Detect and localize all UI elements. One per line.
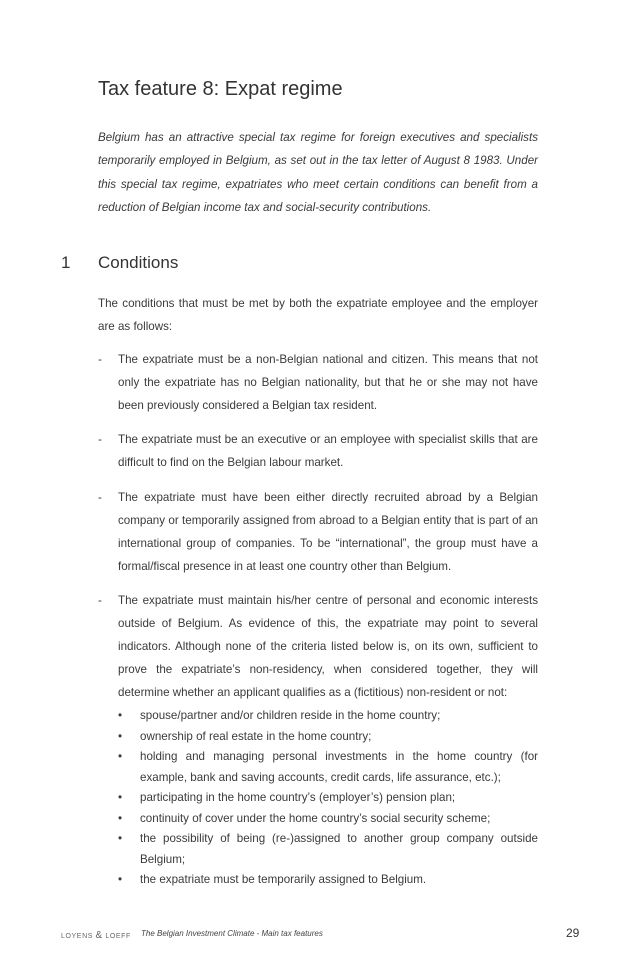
- dash-mark: -: [98, 594, 102, 607]
- list-item: [118, 870, 538, 891]
- condition-text: The expatriate must maintain his/her centre of personal and economic interests outside of Belgium. As evidence of this, the expatriate may point to several indicators. Although none of the criteria listed below is, on its own, sufficient to prove the expatriate’s non-residency, when considered together, they will determine whether an applicant qualifies as a (fictitious) non-resident or not:: [118, 594, 538, 699]
- bullet-mark: •: [118, 791, 123, 804]
- dash-mark: -: [98, 433, 102, 446]
- condition-item: [98, 348, 538, 417]
- list-item: [118, 727, 538, 748]
- conditions-intro: The conditions that must be met by both the expatriate employee and the employer are as follows:: [98, 297, 538, 333]
- indicator-text: the possibility of being (re-)assigned to another group company outside Belgium;: [140, 832, 538, 866]
- bullet-mark: •: [118, 811, 123, 825]
- section-title: Conditions: [98, 253, 179, 272]
- list-item: [118, 788, 538, 809]
- indicator-text: ownership of real estate in the home country;: [140, 729, 372, 743]
- indicator-list: [118, 706, 538, 891]
- condition-item: [98, 486, 538, 578]
- condition-text: The expatriate must have been either directly recruited abroad by a Belgian company or temporarily assigned from abroad to a Belgian entity that is part of an international group of companies. To be “international”, the group must have a formal/fiscal presence in at least one country other than Belgium.: [118, 491, 538, 573]
- logo-amp: &: [95, 930, 103, 941]
- page-number: 29: [566, 926, 580, 940]
- condition-item: [98, 589, 538, 704]
- indicator-text: the expatriate must be temporarily assigned to Belgium.: [140, 873, 427, 886]
- bullet-mark: •: [118, 873, 123, 886]
- bullet-mark: •: [118, 709, 123, 722]
- bullet-mark: •: [118, 750, 123, 763]
- indicator-text: holding and managing personal investments in the home country (for example, bank and saving accounts, credit cards, life assurance, etc.);: [140, 750, 538, 784]
- dash-mark: -: [98, 353, 102, 366]
- intro-paragraph: Belgium has an attractive special tax regime for foreign executives and specialists temporarily employed in Belgium, as set out in the tax letter of August 8 1983. Under this special tax regime, expatriates who meet certain conditions can benefit from a reduction of Belgian income tax and social-security contributions.: [98, 131, 538, 214]
- logo-left: LOYENS: [61, 933, 93, 940]
- footer-title: The Belgian Investment Climate - Main tax features: [141, 929, 323, 938]
- indicator-text: participating in the home country’s (employer’s) pension plan;: [140, 791, 456, 804]
- logo-right: LOEFF: [105, 933, 131, 940]
- list-item: [118, 706, 538, 727]
- indicator-text: spouse/partner and/or children reside in the home country;: [140, 709, 441, 722]
- indicator-text: continuity of cover under the home country’s social security scheme;: [140, 811, 491, 825]
- section-number: 1: [61, 253, 71, 272]
- bullet-mark: •: [118, 832, 123, 845]
- condition-text: The expatriate must be an executive or an employee with specialist skills that are difficult to find on the Belgian labour market.: [118, 433, 538, 469]
- dash-mark: -: [98, 491, 102, 504]
- list-item: [118, 809, 538, 830]
- condition-item: [98, 428, 538, 474]
- bullet-mark: •: [118, 729, 123, 743]
- condition-text: The expatriate must be a non-Belgian national and citizen. This means that not only the expatriate has no Belgian nationality, but that he or she may not have been previously considered a Belgian tax resident.: [118, 353, 538, 412]
- company-logo: [61, 930, 131, 941]
- list-item: [118, 747, 538, 788]
- list-item: [118, 829, 538, 870]
- page-title: Tax feature 8: Expat regime: [98, 78, 343, 100]
